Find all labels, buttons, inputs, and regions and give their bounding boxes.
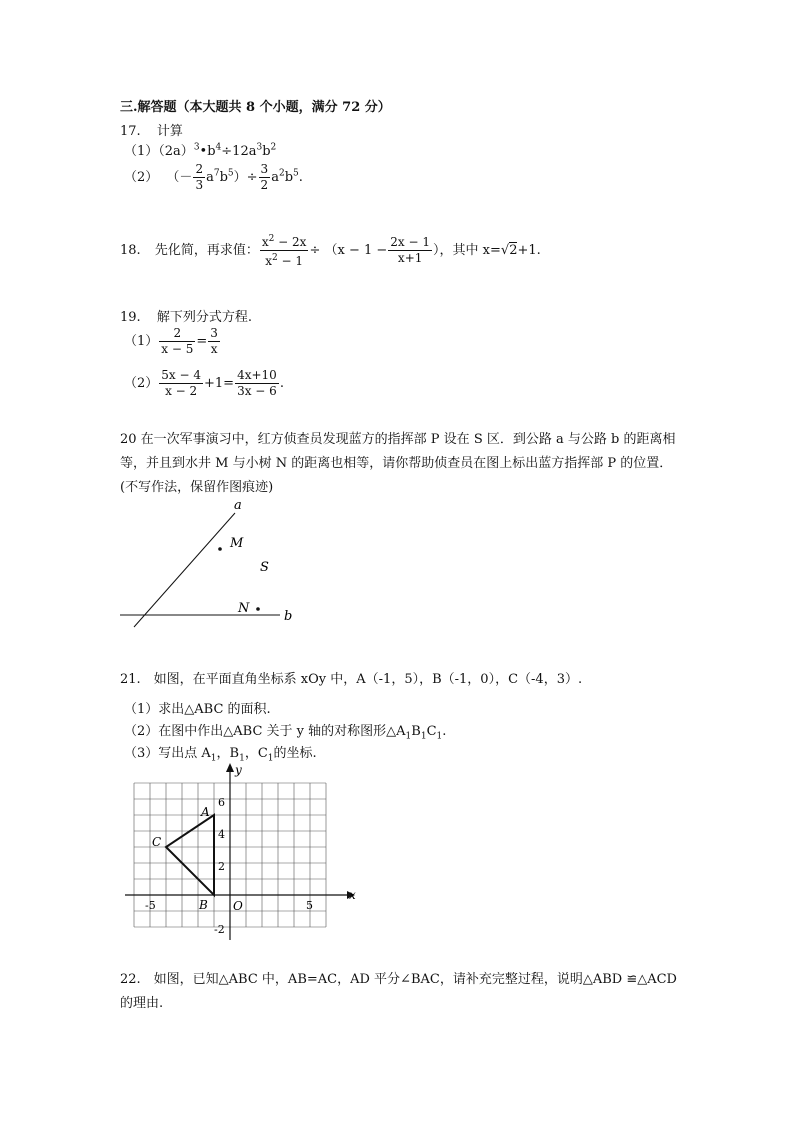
q17-p2-end: .: [298, 170, 303, 185]
road-a-line: [134, 513, 235, 627]
q19-part2: [124, 368, 284, 399]
q17-p1-exp2: 4: [215, 142, 222, 153]
y-axis-arrow-icon: [226, 763, 234, 772]
q21-part2: （2）在图中作出△ABC 关于 y 轴的对称图形$\triangle A_1B_1C_1$.: [124, 724, 447, 742]
q19-p2-index: （2）: [124, 376, 159, 391]
q18-tail: +1.: [517, 243, 541, 258]
q18-number: 18.: [120, 243, 141, 258]
x-tick-neg5: -5: [145, 899, 156, 912]
region-s-label: S: [260, 560, 269, 575]
q17-p2-term: b: [284, 170, 294, 185]
section-title: 三.解答题（本大题共 8 个小题，满分 72 分）: [120, 100, 391, 115]
q17-p1-exp4: 2: [270, 142, 277, 153]
road-a-label: a: [234, 498, 242, 513]
q17-part1: [124, 140, 276, 159]
q18-frac1: $\frac{x^2 - 2x}{x^2 - 1}$: [261, 234, 307, 268]
q17-header: [120, 120, 183, 139]
q22-text: 22. 如图，已知△ABC 中，AB=AC，AD 平分∠BAC，请补充完整过程，说明△ABD ≌△ACD 的理由.: [120, 972, 677, 1011]
point-a-label: A: [201, 805, 210, 819]
point-c-label: C: [152, 835, 162, 849]
q18-close: ），其中 x=: [433, 243, 501, 258]
q17-p1-term: （2a）: [158, 144, 194, 159]
q19-p2-frac-right: $\frac{4x+10}{3x - 6}$: [237, 368, 277, 398]
q21-part1: （1）求出△ABC 的面积.: [124, 702, 271, 717]
q17-p2-exp: 5: [227, 168, 234, 179]
q20-figure: [110, 495, 310, 630]
q19-number: 19.: [120, 310, 141, 325]
q17-label: 计算: [156, 124, 183, 139]
q17-p2-term: a: [206, 170, 214, 185]
well-m-point: [218, 547, 222, 551]
q17-p1-term: ÷12a: [221, 144, 257, 159]
tree-n-point: [256, 607, 260, 611]
q17-p2-close: ）÷: [233, 170, 258, 185]
q17-part2: [124, 162, 303, 193]
q17-p1-exp1: 3: [193, 142, 200, 153]
point-b-label: B: [199, 898, 208, 912]
q17-p1-index: （1）: [124, 144, 159, 159]
q18-label: 先化简，再求值：: [154, 243, 259, 258]
q18-line: [120, 232, 541, 269]
tree-n-label: N: [238, 601, 250, 616]
q17-p2-exp: 2: [278, 168, 285, 179]
q17-p1-exp3: 3: [256, 142, 263, 153]
q19-header: [120, 306, 252, 325]
q21-coordinate-figure: [125, 760, 360, 945]
y-tick-4: 4: [218, 828, 225, 841]
q17-p2-term: a: [271, 170, 279, 185]
q18-div: ÷: [309, 243, 321, 258]
q17-p2-frac1: $\frac{2}{3}$: [195, 162, 204, 192]
q21-part3: （3）写出点 $A_1$，$B_1$，$C_1$的坐标.: [124, 746, 317, 764]
q19-p2-frac-left: $\frac{5x - 4}{x - 2}$: [161, 368, 202, 398]
q17-p1-term: b: [262, 144, 271, 159]
q19-p1-frac-right: $\frac{3}{x}$: [210, 326, 218, 356]
q17-p2-term: b: [219, 170, 228, 185]
q20-text: 20 在一次军事演习中，红方侦查员发现蓝方的指挥部 P 设在 S 区．到公路 a 与公路 b 的距离相等，并且到水井 M 与小树 N 的距离也相等，请你帮助侦查员在图上标出蓝方指挥部 P 的位置．(不写作法，保留作图痕迹): [120, 432, 676, 495]
q19-p2-plus: +1=: [204, 376, 235, 391]
y-axis-label: y: [235, 763, 242, 777]
q17-p1-term: •b: [199, 144, 216, 159]
road-b-label: b: [284, 609, 293, 624]
x-axis-label: x: [349, 888, 356, 902]
sqrt-sign: √: [500, 243, 510, 258]
q19-p2-end: .: [279, 376, 284, 391]
q18-open: （x − 1 −: [324, 243, 388, 258]
q17-p2-frac2: $\frac{3}{2}$: [260, 162, 269, 192]
q19-p1-index: （1）: [124, 334, 159, 349]
q17-p2-open: （－: [166, 170, 193, 185]
origin-label: O: [233, 899, 243, 913]
q17-p2-exp: 5: [293, 168, 299, 179]
q19-p1-eq: =: [196, 334, 208, 349]
q17-p2-exp: 7: [213, 168, 220, 179]
q21-text: 21. 如图，在平面直角坐标系 xOy 中，A（-1，5），B（-1，0），C（-4，3）.: [120, 672, 583, 687]
q19-p1-frac-left: $\frac{2}{x - 5}$: [161, 326, 194, 356]
q19-label: 解下列分式方程.: [156, 310, 252, 325]
q17-p2-index: （2）: [124, 170, 159, 185]
y-tick-neg2: -2: [214, 923, 225, 936]
x-tick-5: 5: [306, 899, 313, 912]
y-tick-2: 2: [218, 860, 225, 873]
q17-number: 17.: [120, 124, 141, 139]
q18-sqrt-value: 2: [509, 243, 518, 258]
well-m-label: M: [230, 536, 244, 551]
q19-part1: [124, 326, 221, 357]
q18-frac2: $\frac{2x - 1}{x+1}$: [390, 235, 431, 265]
y-tick-6: 6: [218, 796, 225, 809]
triangle-abc: [166, 815, 214, 895]
